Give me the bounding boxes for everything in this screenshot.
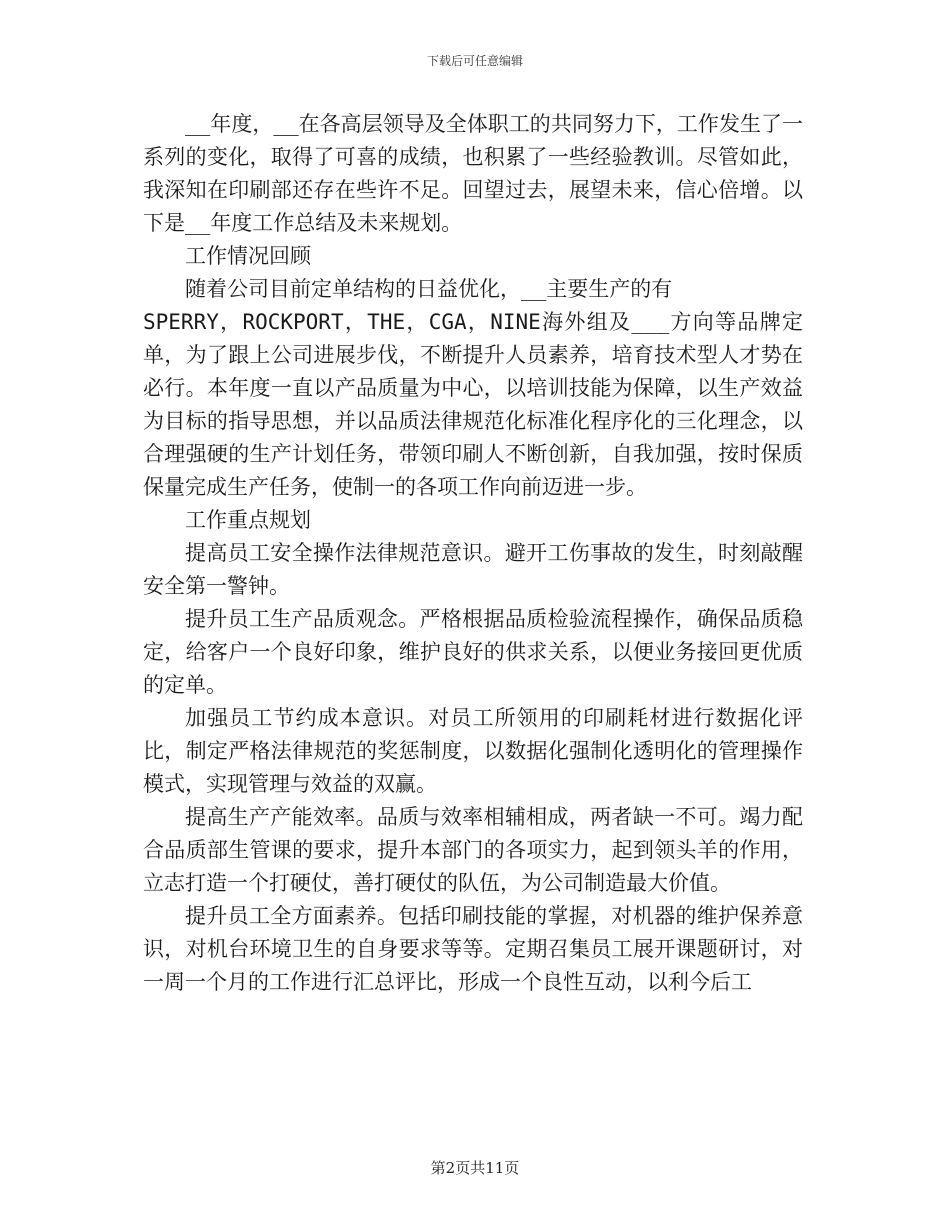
paragraph-quality: 提升员工生产品质观念。严格根据品质检验流程操作，确保品质稳定，给客户一个良好印象，维护良好的供求关系，以便业务接回更优质的定单。 xyxy=(143,607,803,697)
paragraph-efficiency: 提高生产产能效率。品质与效率相辅相成，两者缺一不可。竭力配合品质部生管课的要求，提升本部门的各项实力，起到领头羊的作用，立志打造一个打硬仗，善打硬仗的队伍，为公司制造最大价值。 xyxy=(143,805,803,895)
paragraph-review xyxy=(143,273,803,504)
paragraph-cost: 加强员工节约成本意识。对员工所领用的印刷耗材进行数据化评比，制定严格法律规范的奖惩制度，以数据化强制化透明化的管理操作模式，实现管理与效益的双赢。 xyxy=(143,706,803,796)
page-number: 第2页共11页 xyxy=(430,1159,520,1177)
section-heading-plan: 工作重点规划 xyxy=(185,508,311,532)
section-heading-review: 工作情况回顾 xyxy=(185,244,311,268)
paragraph-intro: __年度，__在各高层领导及全体职工的共同努力下，工作发生了一系列的变化，取得了可喜的成绩，也积累了一些经验教训。尽管如此，我深知在印刷部还存在些许不足。回望过去，展望未来，信心倍增。以下是__年度工作总结及未来规划。 xyxy=(143,112,803,235)
paragraph-safety: 提高员工安全操作法律规范意识。避开工伤事故的发生，时刻敲醒安全第一警钟。 xyxy=(143,541,803,598)
paragraph-review-rest: SPERRY，ROCKPORT，THE，CGA，NINE海外组及___方向等品牌定单，为了跟上公司进展步伐，不断提升人员素养，培育技术型人才势在必行。本年度一直以产品质量为中心，以培训技能为保障，以生产效益为目标的指导思想，并以品质法律规范化标准化程序化的三化理念，以合理强硬的生产计划任务，带领印刷人不断创新，自我加强，按时保质保量完成生产任务，使制一的各项工作向前迈进一步。 xyxy=(143,310,803,499)
paragraph-review-line1: 随着公司目前定单结构的日益优化，__主要生产的有 xyxy=(185,277,673,301)
page-header-note: 下载后可任意编辑 xyxy=(426,54,523,68)
paragraph-skills: 提升员工全方面素养。包括印刷技能的掌握，对机器的维护保养意识，对机台环境卫生的自身要求等等。定期召集员工展开课题研讨，对一周一个月的工作进行汇总评比，形成一个良性互动，以利今后工 xyxy=(143,904,803,994)
document-body xyxy=(143,108,803,999)
